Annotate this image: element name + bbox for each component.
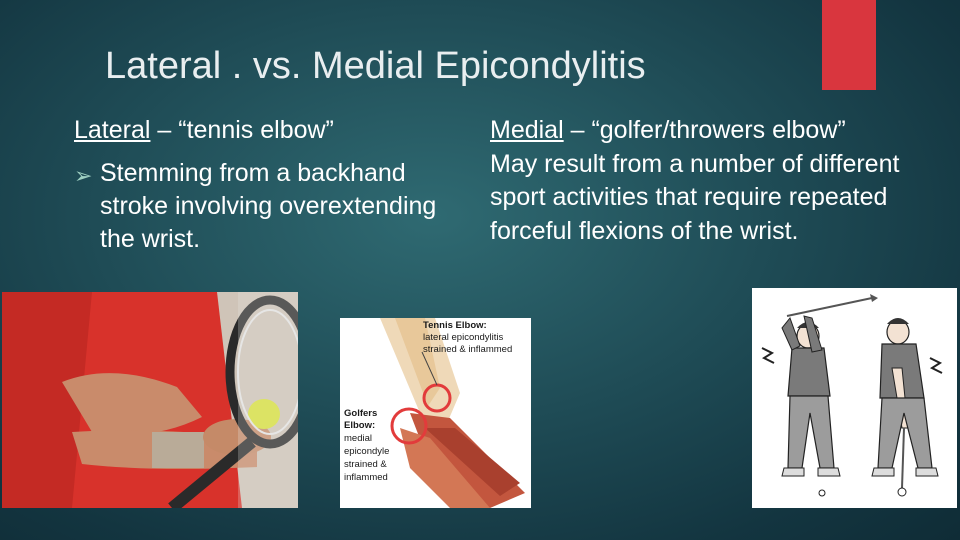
slide-title: Lateral . vs. Medial Epicondylitis [105,45,646,87]
medial-body: May result from a number of different sport activities that require repeated forceful flexions of the wrist. [490,149,900,245]
arrow-bullet-icon: ➢ [74,163,93,188]
golfers-elbow-line3: medial [344,433,372,444]
lateral-subtitle: – “tennis elbow” [150,116,334,144]
golfers-elbow-line6: inflammed [344,472,388,483]
tennis-elbow-line1: lateral epicondylitis [423,332,504,343]
medial-heading [490,114,910,148]
lateral-bullet [74,157,474,256]
tennis-player-photo [2,292,298,508]
golfers-elbow-line2: Elbow: [344,420,376,431]
lateral-heading [74,114,474,147]
tennis-elbow-label: Tennis Elbow: [423,320,487,331]
medial-subtitle: – “golfer/throwers elbow” [563,116,846,144]
golfer-illustration [752,288,957,508]
lateral-section [74,114,474,256]
elbow-anatomy-diagram [340,318,531,508]
lateral-bullet-text: Stemming from a backhand stroke involving overextending the wrist. [100,159,437,253]
golfers-elbow-line1: Golfers [344,408,378,419]
golfers-elbow-line4: epicondyle [344,446,390,457]
golfers-elbow-line5: strained & [344,459,387,470]
tennis-elbow-line2: strained & inflammed [423,344,513,355]
medial-section [490,114,910,248]
lateral-term: Lateral [74,116,151,144]
accent-bar [822,0,876,90]
medial-term: Medial [490,116,564,144]
